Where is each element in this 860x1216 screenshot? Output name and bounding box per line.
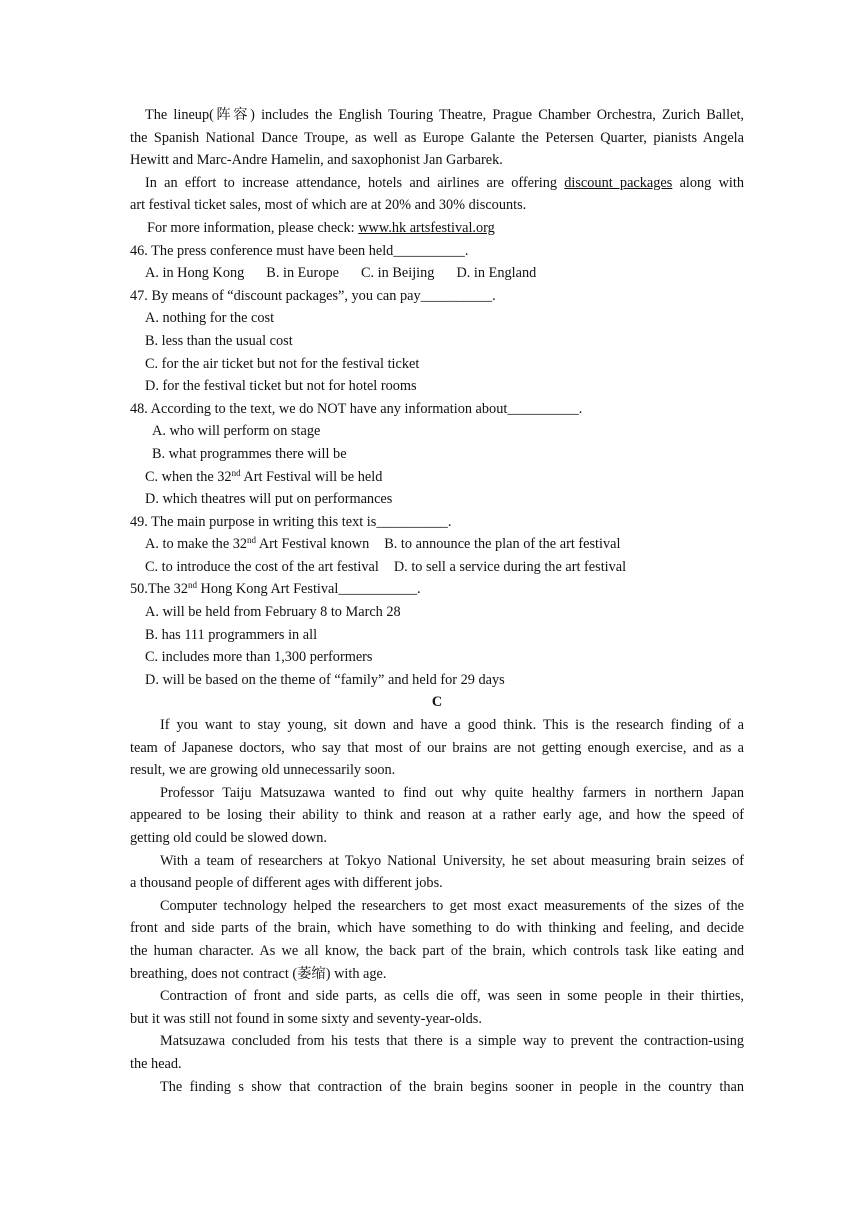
question-49-stem: 49. The main purpose in writing this text is__________.	[130, 513, 452, 530]
paragraph-line: a thousand people of different ages with different jobs.	[130, 875, 443, 892]
paragraph-line: breathing, does not contract (萎缩) with age.	[130, 965, 387, 982]
text-run: Hong Kong Art Festival___________.	[196, 581, 421, 598]
question-47-stem: 47. By means of “discount packages”, you can pay__________.	[130, 287, 496, 304]
document-page	[130, 104, 744, 1098]
passage-b-line	[130, 172, 744, 195]
option-d: D. to sell a service during the art festival	[393, 558, 627, 575]
option-b: B. has 111 programmers in all	[145, 626, 318, 643]
question-46-stem: 46. The press conference must have been held__________.	[130, 242, 469, 259]
option-c: C. includes more than 1,300 performers	[145, 649, 373, 666]
paragraph-line: With a team of researchers at Tokyo National University, he set about measuring brain seizes of	[160, 852, 744, 869]
option-b: B. less than the usual cost	[145, 332, 293, 349]
website-link[interactable]: www.hk artsfestival.org	[358, 219, 495, 236]
text-run: For more information, please check:	[147, 219, 359, 236]
option-d: D. which theatres will put on performances	[145, 491, 393, 508]
paragraph-line: result, we are growing old unnecessarily soon.	[130, 762, 396, 779]
passage-b-line: The lineup(阵容) includes the English Touring Theatre, Prague Chamber Orchestra, Zurich Ballet,	[145, 107, 744, 123]
question-49-options-row2	[130, 556, 744, 579]
text-run: Art Festival will be held	[240, 468, 383, 485]
question-48-stem: 48. According to the text, we do NOT have any information about__________.	[130, 400, 583, 417]
paragraph-line: Contraction of front and side parts, as cells die off, was seen in some people in their thirties,	[160, 988, 744, 1005]
option-b: B. to announce the plan of the art festival	[384, 536, 621, 553]
paragraph-line: the head.	[130, 1055, 182, 1072]
passage-b-line: Hewitt and Marc-Andre Hamelin, and saxophonist Jan Garbarek.	[130, 152, 503, 169]
paragraph-line: front and side parts of the brain, which have something to do with thinking and feeling, and decide	[130, 920, 744, 937]
paragraph-line: team of Japanese doctors, who say that most of our brains are not getting enough exercise, and as a	[130, 739, 744, 756]
paragraph-line: getting old could be slowed down.	[130, 830, 327, 846]
option-a: A. nothing for the cost	[145, 310, 275, 327]
question-49-options-row1	[130, 533, 744, 556]
section-heading: C	[431, 694, 443, 711]
option-b: B. what programmes there will be	[152, 445, 347, 462]
option-a: A. who will perform on stage	[152, 423, 321, 440]
text-run: Art Festival known	[256, 536, 370, 553]
text-run: along with	[672, 174, 744, 191]
option-c: C. to introduce the cost of the art festival	[145, 558, 379, 575]
passage-b-line	[130, 217, 744, 240]
passage-b-line: the Spanish National Dance Troupe, as well as Europe Galante the Petersen Quarter, pianists Angela	[130, 129, 744, 146]
option-a: A. in Hong Kong	[145, 265, 245, 282]
option-d: D. for the festival ticket but not for hotel rooms	[145, 378, 417, 395]
paragraph-line: If you want to stay young, sit down and have a good think. This is the research finding of a	[160, 717, 744, 734]
option-c	[130, 466, 744, 489]
option-d: D. in England	[456, 265, 537, 282]
option-d: D. will be based on the theme of “family” and held for 29 days	[145, 671, 505, 688]
paragraph-line: Computer technology helped the researchers to get most exact measurements of the sizes of the	[160, 897, 744, 914]
passage-b-line: art festival ticket sales, most of which are at 20% and 30% discounts.	[130, 197, 527, 214]
paragraph-line: but it was still not found in some sixty and seventy-year-olds.	[130, 1010, 482, 1027]
paragraph-line: Professor Taiju Matsuzawa wanted to find out why quite healthy farmers in northern Japan	[160, 784, 744, 801]
question-50-stem	[130, 578, 744, 601]
question-46-options	[130, 262, 744, 285]
discount-packages-underline: discount packages	[564, 174, 673, 191]
option-b: B. in Europe	[266, 265, 339, 282]
text-run: C. when the 32	[145, 468, 232, 485]
text-run: In an effort to increase attendance, hotels and airlines are offering	[145, 174, 565, 191]
option-c: C. in Beijing	[360, 265, 435, 282]
option-c: C. for the air ticket but not for the festival ticket	[145, 355, 420, 372]
option-a	[145, 536, 369, 552]
paragraph-line: appeared to be losing their ability to think and reason at a rather early age, and how the speed of	[130, 807, 744, 824]
superscript: nd	[247, 535, 257, 546]
paragraph-line: the human character. As we all know, the back part of the brain, which controls task like eating and	[130, 942, 744, 959]
text-run: A. to make the 32	[145, 536, 248, 553]
paragraph-line: The finding s show that contraction of the brain begins sooner in people in the country than	[160, 1078, 744, 1095]
superscript: nd	[187, 580, 197, 591]
option-a: A. will be held from February 8 to March 28	[145, 604, 401, 621]
paragraph-line: Matsuzawa concluded from his tests that there is a simple way to prevent the contraction-using	[160, 1033, 744, 1050]
superscript: nd	[231, 467, 241, 478]
text-run: 50.The 32	[130, 581, 188, 598]
